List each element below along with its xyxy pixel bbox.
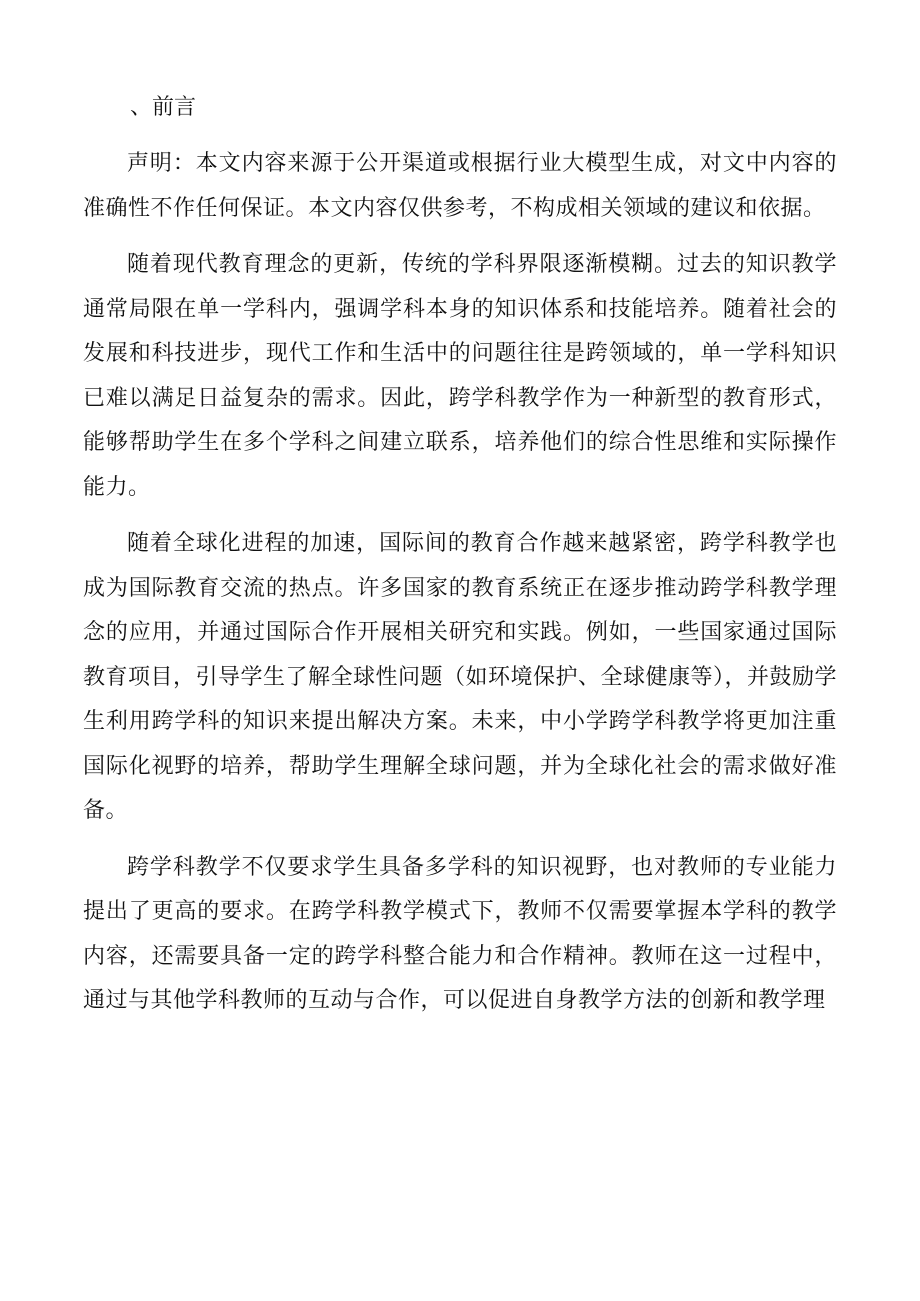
section-heading: 、前言 [130,95,197,120]
body-paragraph: 跨学科教学不仅要求学生具备多学科的知识视野，也对教师的专业能力提出了更高的要求。在跨学科教学模式下，教师不仅需要掌握本学科的教学内容，还需要具备一定的跨学科整合能力和合作精神。教师在这一过程中，通过与其他学科教师的互动与合作，可以促进自身教学方法的创新和教学理 [83,854,837,1013]
disclaimer-paragraph: 声明：本文内容来源于公开渠道或根据行业大模型生成，对文中内容的准确性不作任何保证。本文内容仅供参考，不构成相关领域的建议和依据。 [83,151,837,221]
body-paragraph: 随着现代教育理念的更新，传统的学科界限逐渐模糊。过去的知识教学通常局限在单一学科内，强调学科本身的知识体系和技能培养。随着社会的发展和科技进步，现代工作和生活中的问题往往是跨领域的，单一学科知识已难以满足日益复杂的需求。因此，跨学科教学作为一种新型的教育形式，能够帮助学生在多个学科之间建立联系，培养他们的综合性思维和实际操作能力。 [83,252,837,500]
body-paragraph: 随着全球化进程的加速，国际间的教育合作越来越紧密，跨学科教学也成为国际教育交流的热点。许多国家的教育系统正在逐步推动跨学科教学理念的应用，并通过国际合作开展相关研究和实践。例如，一些国家通过国际教育项目，引导学生了解全球性问题（如环境保护、全球健康等），并鼓励学生利用跨学科的知识来提出解决方案。未来，中小学跨学科教学将更加注重国际化视野的培养，帮助学生理解全球问题，并为全球化社会的需求做好准备。 [83,531,838,823]
document-body [83,142,837,1036]
